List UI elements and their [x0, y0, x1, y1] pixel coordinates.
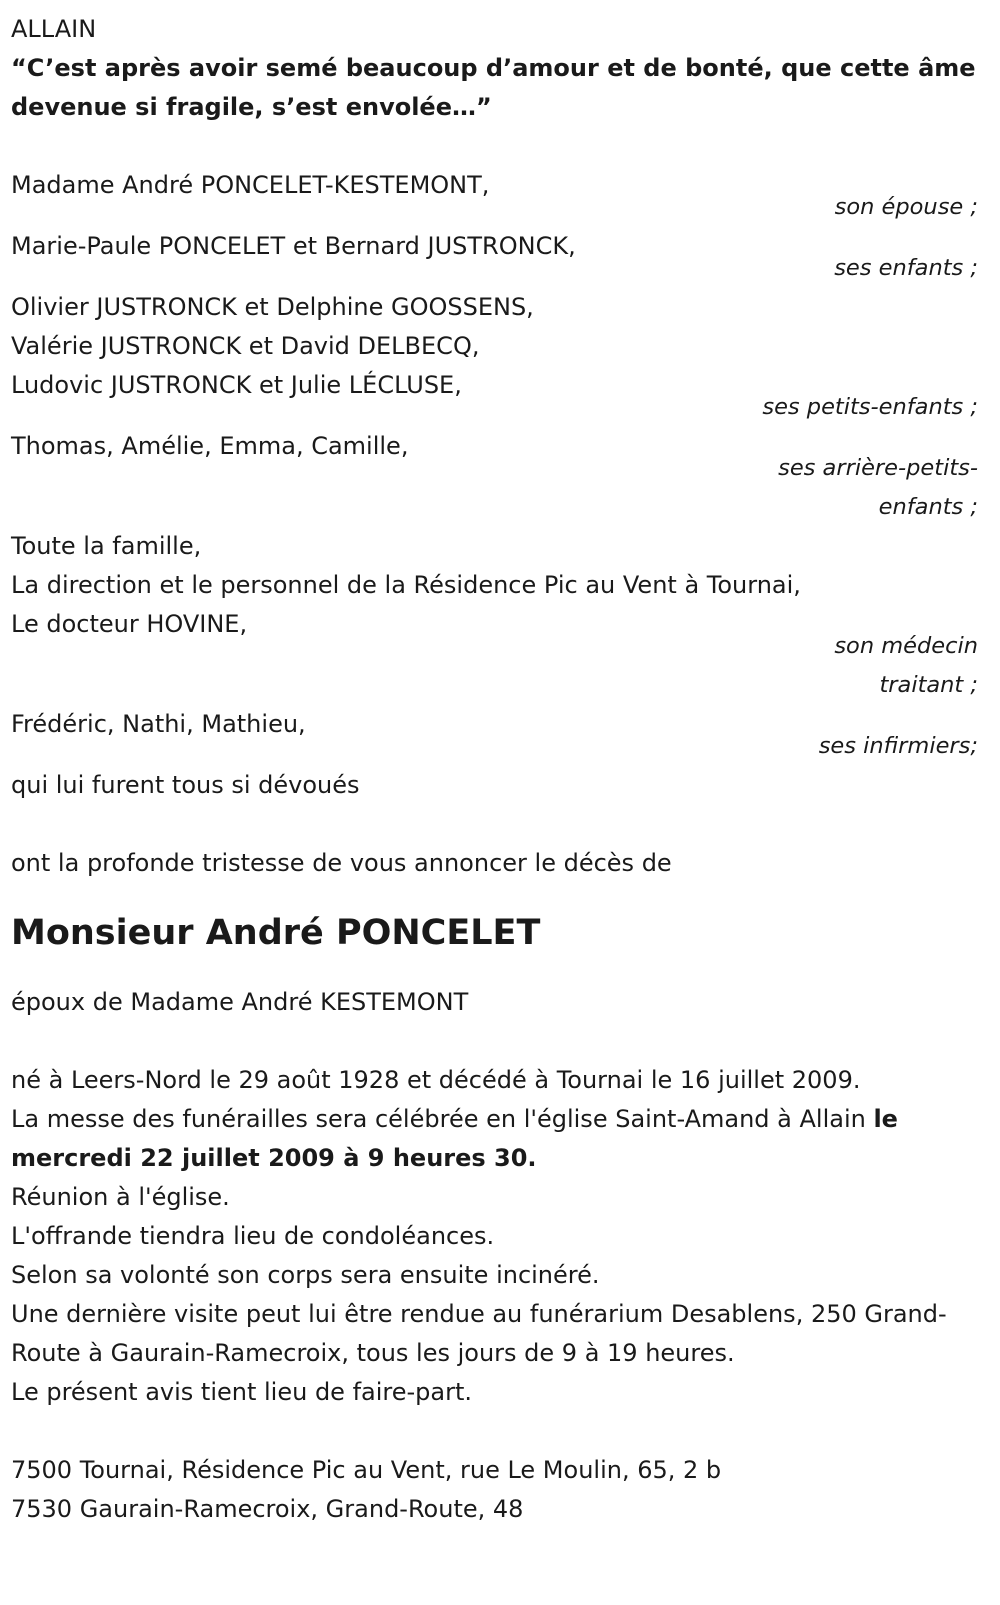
birth-death-line: né à Leers-Nord le 29 août 1928 et décédé à Tournai le 16 juillet 2009. [11, 1066, 861, 1094]
mass-date: le mercredi 22 juillet 2009 à 9 heures 30. [11, 1105, 898, 1172]
spacer [11, 883, 978, 905]
offering-line: L'offrande tiendra lieu de condoléances. [11, 1222, 495, 1250]
children-names: Marie-Paule PONCELET et Bernard JUSTRONCK, [11, 232, 576, 260]
spouse-name: Madame André PONCELET-KESTEMONT, [11, 171, 490, 199]
grandchild-line: Olivier JUSTRONCK et Delphine GOOSSENS, [11, 293, 534, 321]
deceased-name: Monsieur André PONCELET [11, 913, 541, 953]
other-mourner-line: La direction et le personnel de la Résidence Pic au Vent à Tournai, [11, 571, 801, 599]
doctor-relation-text: son médecin traitant ; [834, 633, 978, 698]
other-mourner-line: Toute la famille, [11, 532, 202, 560]
grandchild-line: Ludovic JUSTRONCK et Julie LÉCLUSE, [11, 371, 462, 399]
notice-line: Le présent avis tient lieu de faire-part. [11, 1378, 473, 1406]
great-grandchildren-relation-text: ses arrière-petits-enfants ; [778, 455, 978, 520]
spacer [11, 1412, 978, 1451]
grandchildren-relation: ses petits-enfants ; [762, 394, 978, 420]
spouse-relation: son épouse ; [834, 194, 978, 220]
address-line: 7530 Gaurain-Ramecroix, Grand-Route, 48 [11, 1495, 524, 1523]
devoted-line: qui lui furent tous si dévoués [11, 771, 360, 799]
spacer [11, 961, 978, 983]
great-grandchildren-names: Thomas, Amélie, Emma, Camille, [11, 432, 409, 460]
other-mourner-line: Le docteur HOVINE, [11, 610, 248, 638]
address-line: 7500 Tournai, Résidence Pic au Vent, rue Le Moulin, 65, 2 b [11, 1456, 722, 1484]
meeting-line: Réunion à l'église. [11, 1183, 230, 1211]
location-heading: ALLAIN [11, 15, 97, 43]
cremation-line: Selon sa volonté son corps sera ensuite incinéré. [11, 1261, 600, 1289]
spacer [11, 805, 978, 844]
grandchild-line: Valérie JUSTRONCK et David DELBECQ, [11, 332, 480, 360]
spacer [11, 1022, 978, 1061]
spouse-of-line: époux de Madame André KESTEMONT [11, 988, 469, 1016]
spacer [11, 127, 978, 166]
nurses-names: Frédéric, Nathi, Mathieu, [11, 710, 306, 738]
mass-paragraph [11, 1100, 978, 1178]
opening-quote: “C’est après avoir semé beaucoup d’amour et de bonté, que cette âme devenue si fragile, s’est envolée…” [11, 54, 976, 121]
mass-text: La messe des funérailles sera célébrée en l'église Saint-Amand à Allain [11, 1105, 874, 1133]
visit-paragraph: Une dernière visite peut lui être rendue au funérarium Desablens, 250 Grand-Route à Gaurain-Ramecroix, tous les jours de 9 à 19 heures. [11, 1300, 947, 1367]
children-relation: ses enfants ; [834, 255, 978, 281]
nurses-relation: ses infirmiers; [818, 733, 978, 759]
announcement-intro: ont la profonde tristesse de vous annoncer le décès de [11, 849, 672, 877]
